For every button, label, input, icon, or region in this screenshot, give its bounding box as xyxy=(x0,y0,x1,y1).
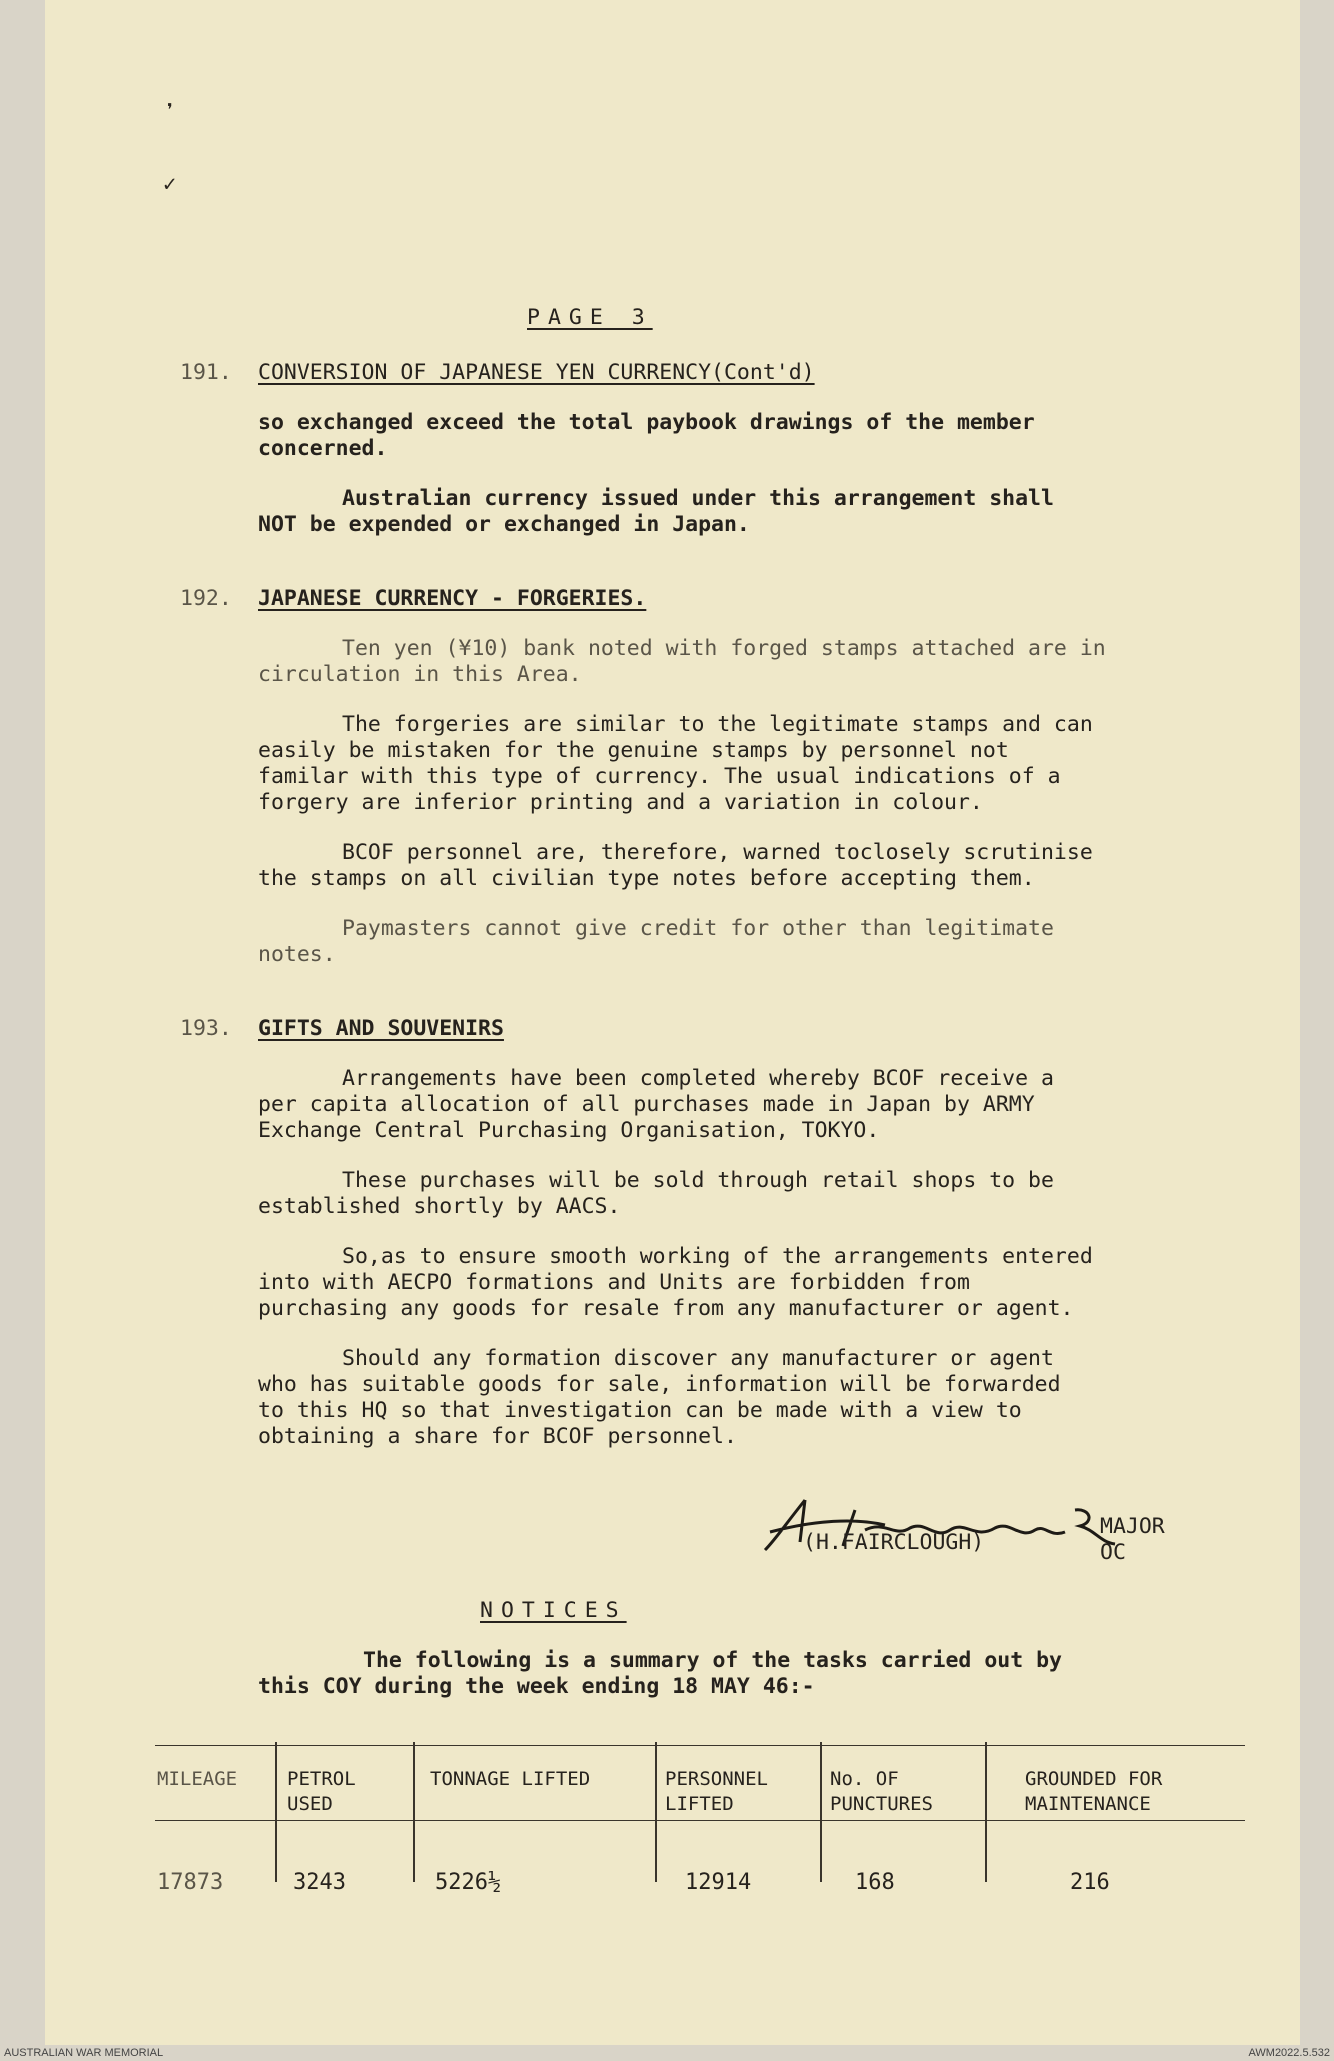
section-heading: CONVERSION OF JAPANESE YEN CURRENCY(Cont'd) xyxy=(258,360,815,385)
table-cell: 5226½ xyxy=(435,1870,502,1895)
body-line: easily be mistaken for the genuine stamps by personnel not xyxy=(258,738,1009,763)
column-header: TONNAGE LIFTED xyxy=(430,1768,591,1790)
document-page xyxy=(45,0,1300,2045)
column-divider xyxy=(985,1742,987,1882)
column-header: PERSONNEL xyxy=(665,1768,768,1790)
signatory-role: OC xyxy=(1100,1540,1126,1565)
table-cell: 168 xyxy=(855,1870,895,1895)
body-line: forgery are inferior printing and a variation in colour. xyxy=(258,790,983,815)
section-heading: JAPANESE CURRENCY - FORGERIES. xyxy=(258,586,647,611)
punch-mark: ✓ xyxy=(163,172,177,197)
body-line: Ten yen (¥10) bank noted with forged stamps attached are in xyxy=(342,636,1106,661)
body-line: Paymasters cannot give credit for other than legitimate xyxy=(342,916,1054,941)
column-header: USED xyxy=(287,1793,333,1815)
signatory-name: (H.FAIRCLOUGH) xyxy=(803,1530,985,1555)
body-line: established shortly by AACS. xyxy=(258,1194,621,1219)
body-line: circulation in this Area. xyxy=(258,662,582,687)
body-line: Exchange Central Purchasing Organisation, TOKYO. xyxy=(258,1118,880,1143)
body-line: NOT be expended or exchanged in Japan. xyxy=(258,512,750,537)
table-header-rule xyxy=(155,1820,1245,1821)
body-line: so exchanged exceed the total paybook drawings of the member xyxy=(258,410,1035,435)
table-cell: 17873 xyxy=(157,1870,224,1895)
column-divider xyxy=(655,1742,657,1882)
body-line: So,as to ensure smooth working of the arrangements entered xyxy=(342,1244,1093,1269)
body-line: BCOF personnel are, therefore, warned toclosely scrutinise xyxy=(342,840,1093,865)
column-header: No. OF xyxy=(830,1768,899,1790)
body-line: the stamps on all civilian type notes before accepting them. xyxy=(258,866,1035,891)
column-divider xyxy=(820,1742,822,1882)
column-header: GROUNDED FOR xyxy=(1025,1768,1163,1790)
table-top-rule xyxy=(155,1745,1245,1746)
table-cell: 216 xyxy=(1070,1870,1110,1895)
signatory-rank: MAJOR xyxy=(1100,1514,1165,1539)
notices-intro-line: this COY during the week ending 18 MAY 46:- xyxy=(258,1674,815,1699)
page-header: PAGE 3 xyxy=(527,305,653,330)
notices-intro-line: The following is a summary of the tasks carried out by xyxy=(363,1648,1062,1673)
punch-mark: ❜ xyxy=(163,100,177,125)
body-line: Australian currency issued under this arrangement shall xyxy=(342,486,1054,511)
column-header: LIFTED xyxy=(665,1793,734,1815)
table-cell: 3243 xyxy=(293,1870,346,1895)
body-line: The forgeries are similar to the legitimate stamps and can xyxy=(342,712,1093,737)
body-line: These purchases will be sold through retail shops to be xyxy=(342,1168,1054,1193)
section-number: 193. xyxy=(180,1016,232,1041)
column-header: PETROL xyxy=(287,1768,356,1790)
body-line: into with AECPO formations and Units are forbidden from xyxy=(258,1270,970,1295)
column-divider xyxy=(275,1742,277,1882)
body-line: purchasing any goods for resale from any manufacturer or agent. xyxy=(258,1296,1074,1321)
section-number: 191. xyxy=(180,360,232,385)
body-line: who has suitable goods for sale, information will be forwarded xyxy=(258,1372,1061,1397)
body-line: to this HQ so that investigation can be made with a view to xyxy=(258,1398,1022,1423)
column-header: MILEAGE xyxy=(157,1768,238,1790)
body-line: obtaining a share for BCOF personnel. xyxy=(258,1424,737,1449)
archive-reference: AWM2022.5.532 xyxy=(1248,2047,1330,2059)
body-line: Should any formation discover any manufacturer or agent xyxy=(342,1346,1054,1371)
body-line: notes. xyxy=(258,942,336,967)
column-header: MAINTENANCE xyxy=(1025,1793,1151,1815)
section-number: 192. xyxy=(180,586,232,611)
column-divider xyxy=(413,1742,415,1882)
body-line: familar with this type of currency. The usual indications of a xyxy=(258,764,1061,789)
section-heading: GIFTS AND SOUVENIRS xyxy=(258,1016,504,1041)
column-header: PUNCTURES xyxy=(830,1793,933,1815)
notices-title: NOTICES xyxy=(480,1598,627,1623)
body-line: per capita allocation of all purchases made in Japan by ARMY xyxy=(258,1092,1035,1117)
archive-credit: AUSTRALIAN WAR MEMORIAL xyxy=(4,2047,164,2059)
table-cell: 12914 xyxy=(685,1870,752,1895)
body-line: Arrangements have been completed whereby BCOF receive a xyxy=(342,1066,1054,1091)
body-line: concerned. xyxy=(258,436,388,461)
